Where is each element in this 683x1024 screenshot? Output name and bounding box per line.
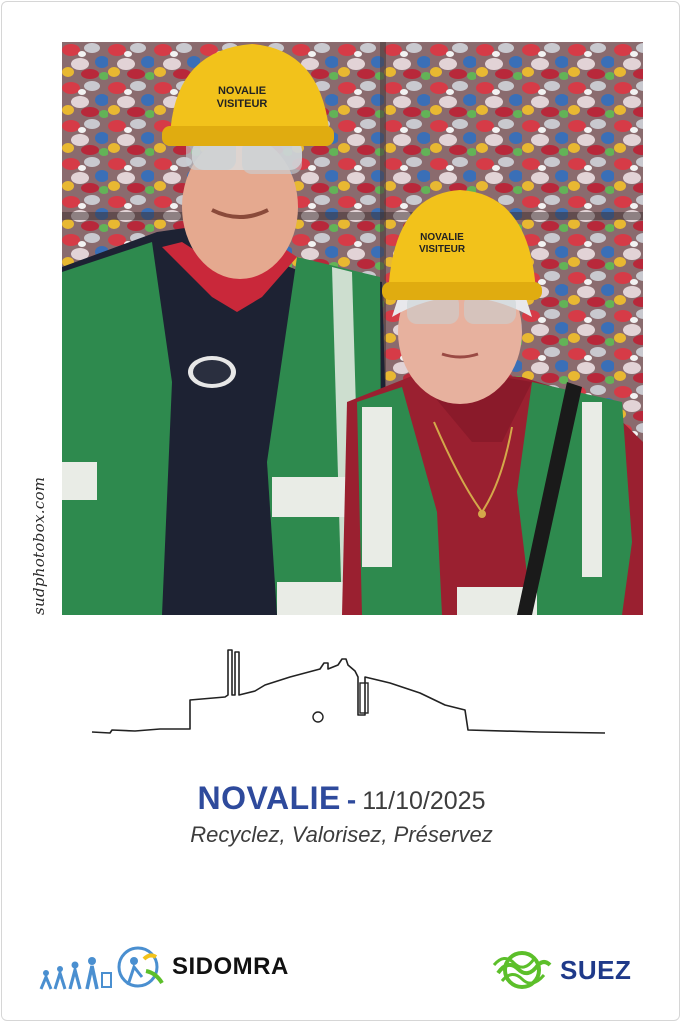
title-separator: - [346,784,357,815]
sidomra-name: SIDOMRA [172,953,289,980]
sidomra-logo [38,943,289,991]
recycling-evolution-icon [38,943,166,991]
event-name: NOVALIE [197,780,341,816]
watermark-text: sudphotobox.com [30,476,48,615]
event-date: 11/10/2025 [362,787,486,815]
suez-logo [490,950,631,990]
svg-text:VISITEUR: VISITEUR [216,98,268,110]
svg-text:NOVALIE: NOVALIE [420,232,464,243]
svg-text:NOVALIE: NOVALIE [217,85,267,97]
plant-skyline-drawing [90,645,610,745]
event-slogan: Recyclez, Valorisez, Préservez [190,822,493,847]
event-photo [62,42,643,615]
event-title [0,780,683,817]
suez-name: SUEZ [560,954,632,985]
svg-text:VISITEUR: VISITEUR [418,244,466,255]
suez-wave-icon [490,951,554,989]
